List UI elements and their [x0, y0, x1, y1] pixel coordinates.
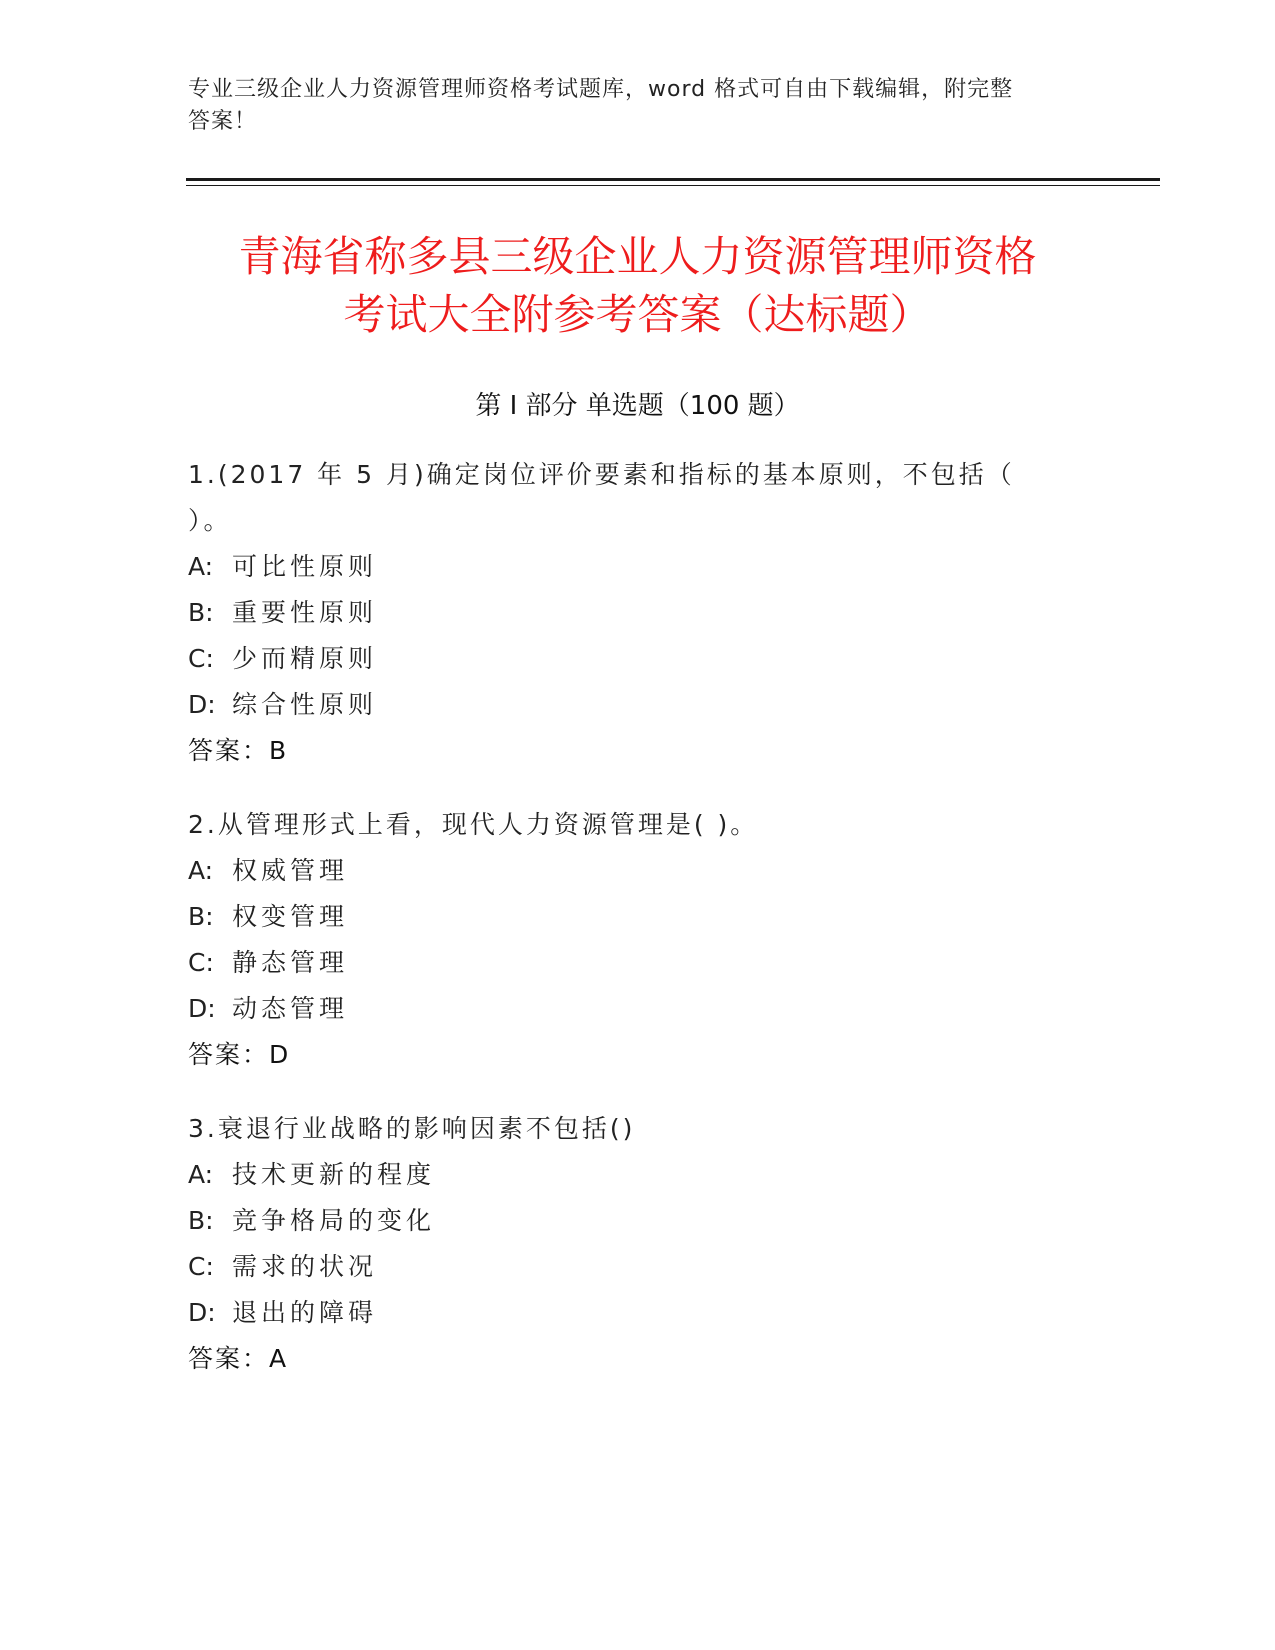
option-text: 退出的障碍: [232, 1298, 378, 1327]
document-title-line-1: 青海省称多县三级企业人力资源管理师资格: [238, 232, 1037, 281]
option-d: [188, 986, 1088, 1032]
answer-label: 答案：: [188, 1344, 270, 1373]
document-title-line-2: 考试大全附参考答案（达标题）: [343, 290, 932, 339]
answer-line: [188, 1336, 1088, 1382]
option-text: 权威管理: [232, 856, 349, 885]
option-text: 可比性原则: [232, 552, 378, 581]
question-stem-continued: ）。: [188, 506, 232, 535]
option-text: 需求的状况: [232, 1252, 378, 1281]
option-letter: C:: [188, 644, 214, 673]
question-1: [188, 452, 1088, 774]
header-note-line-1: 专业三级企业人力资源管理师资格考试题库，word 格式可自由下载编辑，附完整: [188, 77, 1014, 102]
header-divider-thin: [186, 185, 1160, 186]
option-text: 综合性原则: [232, 690, 378, 719]
option-d: [188, 1290, 1088, 1336]
option-b: [188, 894, 1088, 940]
option-a: [188, 544, 1088, 590]
option-letter: B:: [188, 902, 214, 931]
option-c: [188, 1244, 1088, 1290]
answer-line: [188, 1032, 1088, 1078]
option-a: [188, 848, 1088, 894]
option-text: 技术更新的程度: [232, 1160, 436, 1189]
option-letter: C:: [188, 948, 214, 977]
section-heading: 第 I 部分 单选题（100 题）: [475, 391, 800, 421]
option-letter: A:: [188, 1160, 214, 1189]
option-text: 动态管理: [232, 994, 349, 1023]
option-letter: B:: [188, 1206, 214, 1235]
question-stem: 1.(2017 年 5 月)确定岗位评价要素和指标的基本原则，不包括（: [188, 460, 1015, 489]
option-text: 权变管理: [232, 902, 349, 931]
question-stem: 2.从管理形式上看，现代人力资源管理是( )。: [188, 810, 759, 839]
answer-label: 答案：: [188, 1040, 270, 1069]
question-stem: 3.衰退行业战略的影响因素不包括(): [188, 1114, 636, 1143]
option-text: 静态管理: [232, 948, 349, 977]
option-letter: B:: [188, 598, 214, 627]
header-note-line-2: 答案！: [188, 109, 258, 134]
question-2: [188, 802, 1088, 1078]
option-letter: D:: [188, 994, 216, 1023]
option-a: [188, 1152, 1088, 1198]
option-letter: C:: [188, 1252, 214, 1281]
option-b: [188, 1198, 1088, 1244]
option-text: 重要性原则: [232, 598, 378, 627]
option-letter: D:: [188, 1298, 216, 1327]
answer-value: A: [269, 1344, 287, 1373]
option-letter: A:: [188, 856, 214, 885]
answer-label: 答案：: [188, 736, 270, 765]
option-b: [188, 590, 1088, 636]
header-divider-thick: [186, 178, 1160, 181]
header-note: [188, 74, 1088, 138]
option-text: 竞争格局的变化: [232, 1206, 436, 1235]
option-d: [188, 682, 1088, 728]
answer-line: [188, 728, 1088, 774]
option-letter: D:: [188, 690, 216, 719]
answer-value: D: [269, 1040, 289, 1069]
question-3: [188, 1106, 1088, 1382]
option-c: [188, 940, 1088, 986]
document-title: [150, 228, 1125, 344]
option-letter: A:: [188, 552, 214, 581]
option-text: 少而精原则: [232, 644, 378, 673]
option-c: [188, 636, 1088, 682]
answer-value: B: [269, 736, 287, 765]
